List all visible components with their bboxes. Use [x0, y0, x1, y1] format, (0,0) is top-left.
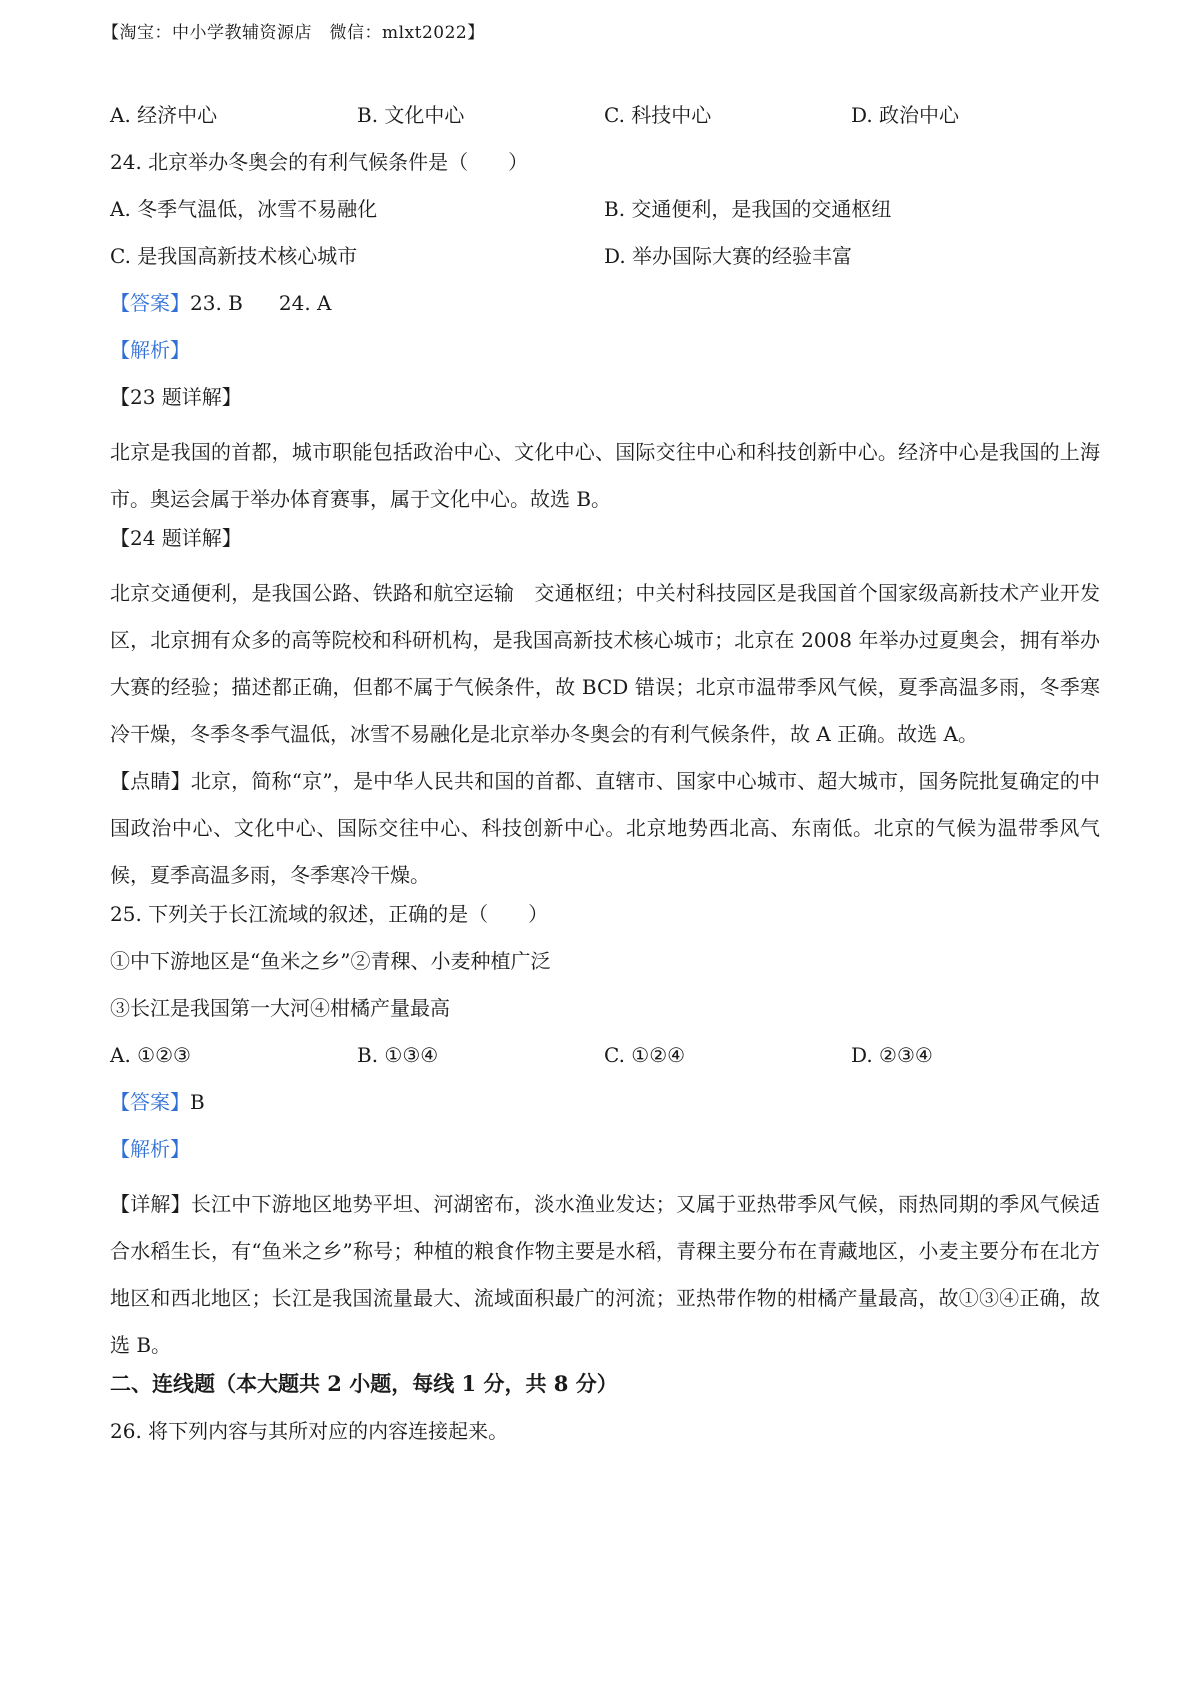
detail-24-text: 北京交通便利，是我国公路、铁路和航空运输 交通枢纽；中关村科技园区是我国首个国家级高新技术产业开发区，北京拥有众多的高等院校和科研机构，是我国高新技术核心城市；北京在 2008 年举办过夏奥会，拥有举办大赛的经验；描述都正确，但都不属于气候条件，故 BCD 错误；北京市温带季风气候，夏季高温多雨，冬季寒冷干燥，冬季冬季气温低，冰雪不易融化是北京举办冬奥会的有利气候条件，故 A 正确。故选 A。 — [110, 581, 1100, 746]
answer-25 — [110, 1087, 1100, 1117]
q25-option-a: A. ①②③ — [110, 1043, 191, 1067]
q25-option-d: D. ②③④ — [851, 1043, 933, 1067]
q23-option-c: C. 科技中心 — [604, 103, 712, 127]
q26-stem: 26. 将下列内容与其所对应的内容连接起来。 — [110, 1419, 509, 1443]
q25-item2: ③长江是我国第一大河④柑橘产量最高 — [110, 996, 450, 1020]
analysis-25-tag: 【解析】 — [110, 1137, 190, 1161]
answer-24: 24. A — [278, 291, 332, 315]
detail-24-title: 【24 题详解】 — [110, 526, 242, 550]
document-body — [110, 100, 1100, 1463]
q25-option-b: B. ①③④ — [357, 1043, 439, 1067]
point-text: 北京，简称“京”，是中华人民共和国的首都、直辖市、国家中心城市、超大城市，国务院批复确定的中国政治中心、文化中心、国际交往中心、科技创新中心。北京地势西北高、东南低。北京的气候为温带季风气候，夏季高温多雨，冬季寒冷干燥。 — [110, 769, 1100, 887]
watermark-header: 【淘宝：中小学教辅资源店 微信：mlxt2022】 — [102, 23, 485, 43]
answer-25-tag: 【答案】 — [110, 1090, 190, 1114]
q25-item1: ①中下游地区是“鱼米之乡”②青稞、小麦种植广泛 — [110, 949, 551, 973]
answer-tag: 【答案】 — [110, 291, 190, 315]
detail-23-text: 北京是我国的首都，城市职能包括政治中心、文化中心、国际交往中心和科技创新中心。经济中心是我国的上海市。奥运会属于举办体育赛事，属于文化中心。故选 B。 — [110, 440, 1100, 511]
q24-option-c: C. 是我国高新技术核心城市 — [110, 244, 358, 268]
q25-option-c: C. ①②④ — [604, 1043, 686, 1067]
detail-25-paragraph — [110, 1181, 1100, 1369]
q24-options-row1 — [110, 194, 1100, 224]
q24-option-d: D. 举办国际大赛的经验丰富 — [604, 244, 853, 268]
point-paragraph — [110, 758, 1100, 899]
q23-option-b: B. 文化中心 — [357, 103, 465, 127]
q23-options — [110, 100, 1100, 130]
detail-25-text: 长江中下游地区地势平坦、河湖密布，淡水渔业发达；又属于亚热带季风气候，雨热同期的季风气候适合水稻生长，有“鱼米之乡”称号；种植的粮食作物主要是水稻，青稞主要分布在青藏地区，小麦主要分布在北方地区和西北地区；长江是我国流量最大、流域面积最广的河流；亚热带作物的柑橘产量最高，故①③④正确，故选 B。 — [110, 1192, 1101, 1357]
analysis-tag: 【解析】 — [110, 338, 190, 362]
q23-option-d: D. 政治中心 — [851, 103, 960, 127]
answer-25-value: B — [190, 1090, 205, 1114]
point-tag: 【点睛】 — [110, 769, 191, 793]
q24-option-b: B. 交通便利，是我国的交通枢纽 — [604, 197, 892, 221]
q24-option-a: A. 冬季气温低，冰雪不易融化 — [110, 197, 378, 221]
section-2-title: 二、连线题（本大题共 2 小题，每线 1 分，共 8 分） — [110, 1371, 618, 1396]
q24-stem: 24. 北京举办冬奥会的有利气候条件是（ ） — [110, 150, 529, 174]
q25-stem: 25. 下列关于长江流域的叙述，正确的是（ ） — [110, 902, 549, 926]
detail-23-title: 【23 题详解】 — [110, 385, 242, 409]
answer-23: 23. B — [190, 291, 243, 315]
detail-25-tag: 【详解】 — [110, 1192, 191, 1216]
q23-option-a: A. 经济中心 — [110, 103, 218, 127]
q25-options — [110, 1040, 1100, 1070]
q24-options-row2 — [110, 241, 1100, 271]
answer-23-24 — [110, 288, 1100, 318]
